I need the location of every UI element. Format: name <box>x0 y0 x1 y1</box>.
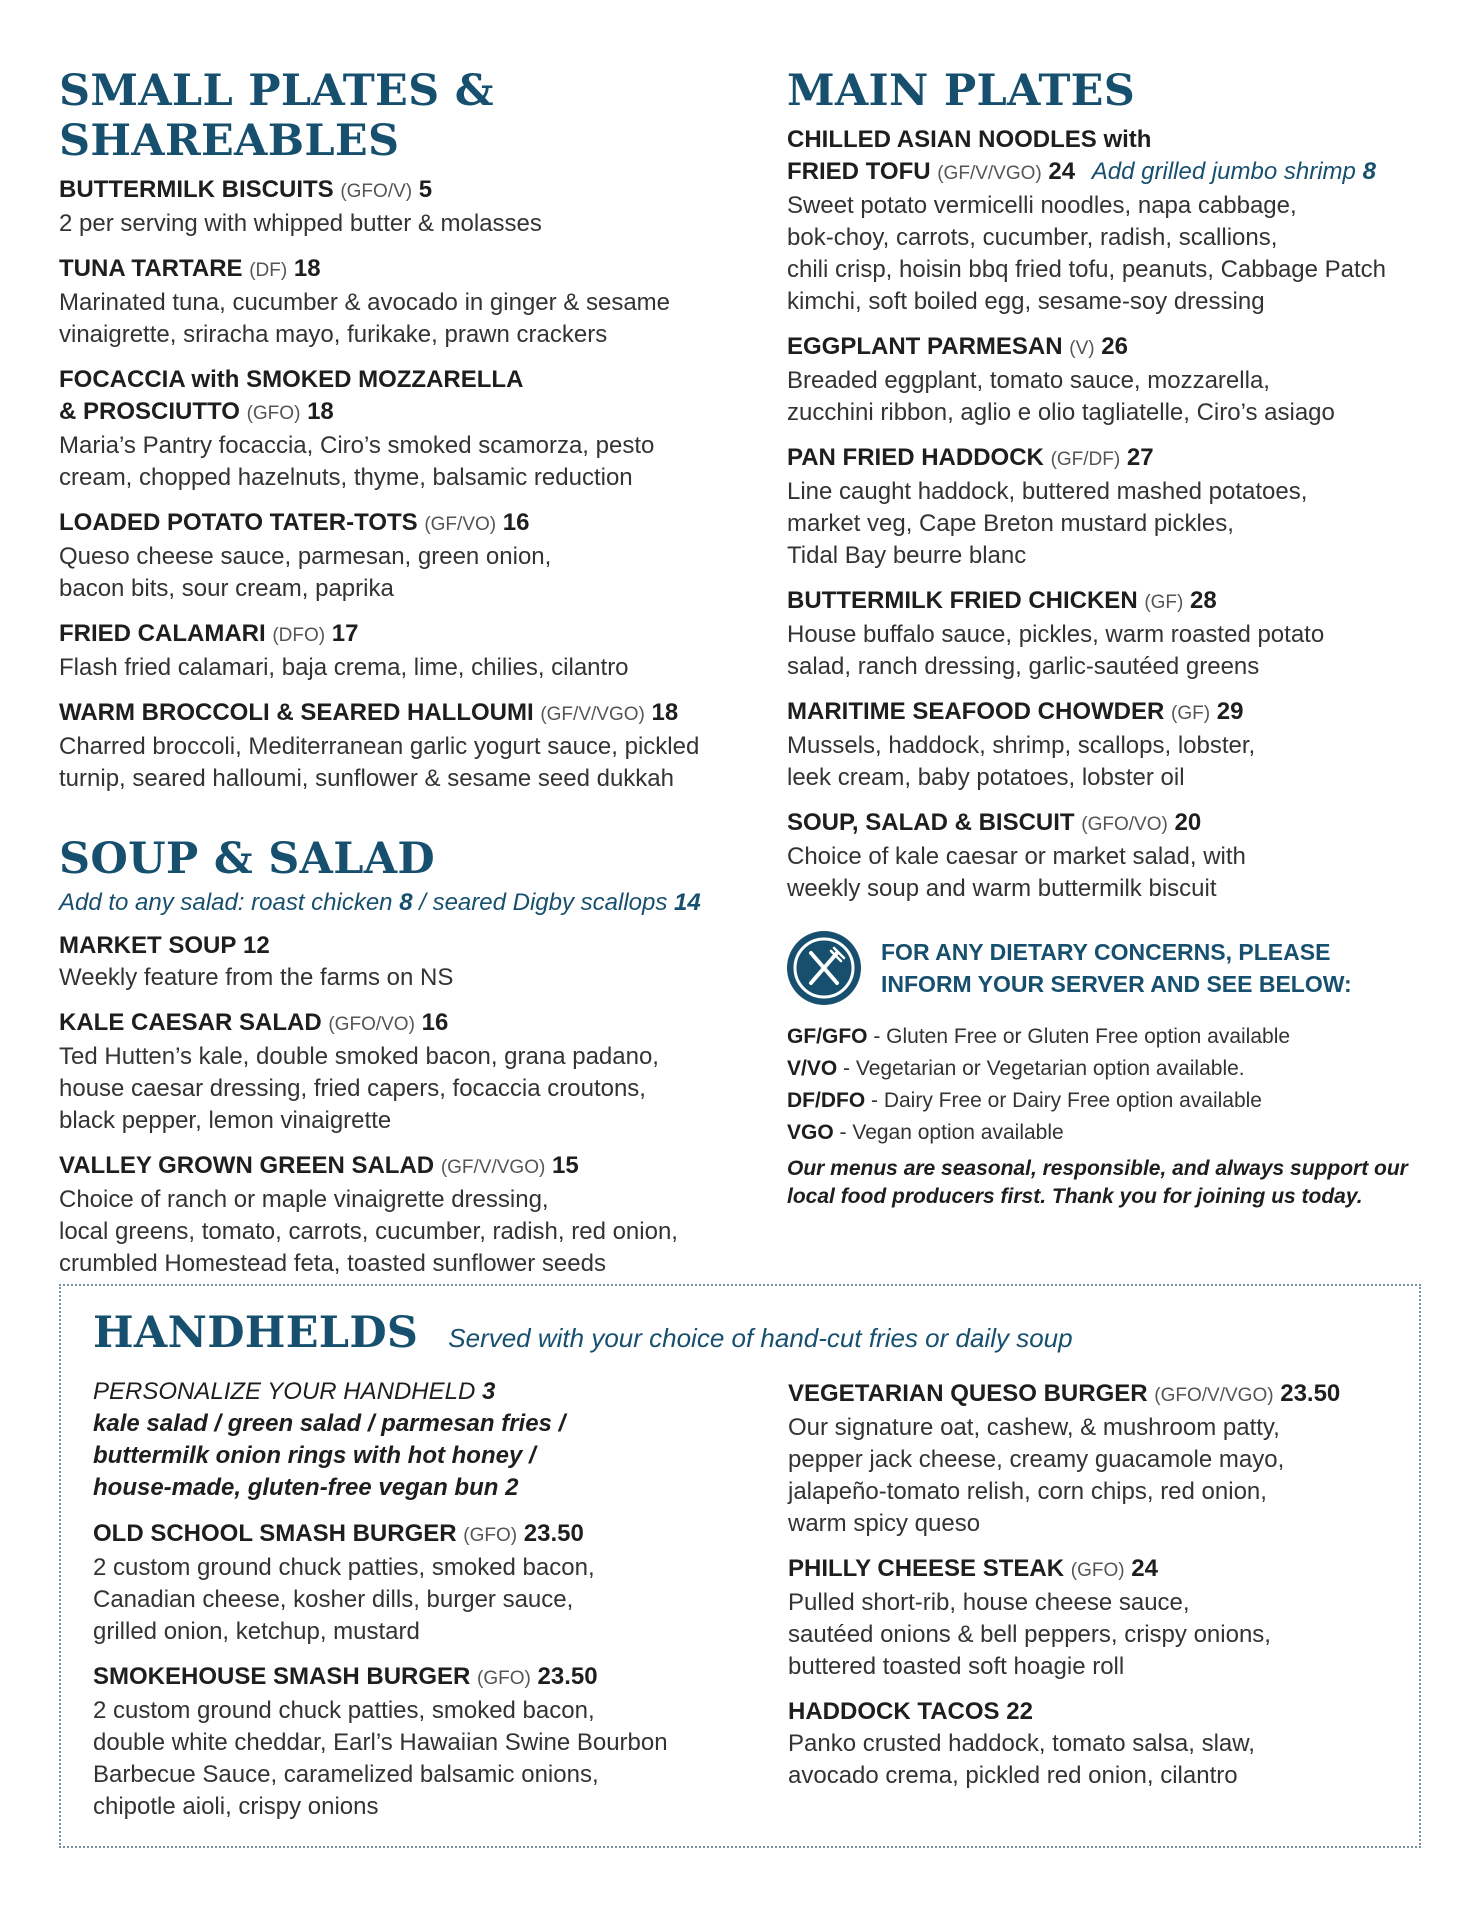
item-description: Charred broccoli, Mediterranean garlic yogurt sauce, pickled turnip, seared halloumi, sunflower & sesame seed dukkah <box>59 733 700 792</box>
legend-text: - Dairy Free or Dairy Free option available <box>865 1089 1262 1112</box>
item-description: Choice of kale caesar or market salad, with weekly soup and warm buttermilk biscuit <box>787 843 1246 902</box>
menu-item <box>788 1553 1388 1683</box>
menu-item <box>787 124 1447 318</box>
menu-item <box>59 1150 749 1280</box>
item-name: CHILLED ASIAN NOODLES with <box>787 126 1152 153</box>
handhelds-subtitle: Served with your choice of hand-cut fries or daily soup <box>448 1323 1073 1353</box>
handhelds-header <box>93 1308 1073 1358</box>
item-description: Flash fried calamari, baja crema, lime, chilies, cilantro <box>59 654 629 681</box>
item-description: Mussels, haddock, shrimp, scallops, lobster, leek cream, baby potatoes, lobster oil <box>787 732 1256 791</box>
item-name: FRIED TOFU <box>787 158 931 185</box>
menu-item <box>787 442 1447 572</box>
item-price: 17 <box>331 620 359 647</box>
handhelds-heading: HANDHELDS <box>93 1308 419 1358</box>
item-description: House buffalo sauce, pickles, warm roasted potato salad, ranch dressing, garlic-sautéed greens <box>787 621 1325 680</box>
legend-code: V/VO <box>787 1057 838 1080</box>
menu-item <box>787 696 1447 794</box>
item-price: 23.50 <box>523 1520 584 1547</box>
handhelds-section <box>59 1284 1421 1848</box>
personalize-options: PERSONALIZE YOUR HANDHELD 3 kale salad / green salad / parmesan fries / buttermilk onion rings with hot honey / house-made, gluten-free vegan bun 2 <box>93 1378 566 1501</box>
dietary-tag: (GFO/V/VGO) <box>1154 1385 1274 1406</box>
item-price: 22 <box>1006 1698 1033 1725</box>
dietary-tag: (GFO) <box>1070 1560 1125 1581</box>
dietary-tag: (V) <box>1069 338 1095 359</box>
menu-item <box>788 1378 1388 1540</box>
dietary-tag: (DF) <box>249 260 288 281</box>
menu-item <box>59 1007 749 1137</box>
item-price: 27 <box>1126 444 1154 471</box>
item-description: Queso cheese sauce, parmesan, green onion, bacon bits, sour cream, paprika <box>59 543 552 602</box>
dietary-tag: (GF/VO) <box>424 514 497 535</box>
item-description: Choice of ranch or maple vinaigrette dressing, local greens, tomato, carrots, cucumber, radish, red onion, crumbled Homestead feta, toasted sunflower seeds <box>59 1186 678 1277</box>
item-description: Weekly feature from the farms on NS <box>59 964 454 991</box>
closing-note: Our menus are seasonal, responsible, and always support our local food producers first. Thank you for joining us today. <box>787 1157 1408 1208</box>
item-name: VALLEY GROWN GREEN SALAD <box>59 1152 435 1179</box>
item-name: MARITIME SEAFOOD CHOWDER <box>787 698 1165 725</box>
item-price: 24 <box>1048 158 1076 185</box>
menu-item <box>59 174 749 240</box>
legend-code: DF/DFO <box>787 1089 866 1112</box>
item-name: VEGETARIAN QUESO BURGER <box>788 1380 1148 1407</box>
item-name: PHILLY CHEESE STEAK <box>788 1555 1065 1582</box>
item-price: 18 <box>651 699 679 726</box>
menu-item <box>787 331 1447 429</box>
item-name: BUTTERMILK FRIED CHICKEN <box>787 587 1138 614</box>
left-column <box>59 66 749 1293</box>
utensils-icon <box>787 931 861 1005</box>
dietary-tag: (GF/DF) <box>1050 449 1121 470</box>
item-name: KALE CAESAR SALAD <box>59 1009 322 1036</box>
dietary-tag: (GF/V/VGO) <box>937 163 1042 184</box>
soup-salad-heading: SOUP & SALAD <box>59 834 436 884</box>
legend-row <box>787 1117 1447 1149</box>
item-description: Our signature oat, cashew, & mushroom patty, pepper jack cheese, creamy guacamole mayo, jalapeño-tomato relish, corn chips, red onion, warm spicy queso <box>788 1414 1285 1537</box>
menu-item <box>93 1661 733 1823</box>
item-description: 2 custom ground chuck patties, smoked bacon, double white cheddar, Earl’s Hawaiian Swine Bourbon Barbecue Sauce, caramelized balsamic onions, chipotle aioli, crispy onions <box>93 1697 668 1820</box>
legend-row <box>787 1085 1447 1117</box>
handhelds-left-list <box>93 1518 733 1823</box>
dietary-tag: (GFO) <box>463 1525 518 1546</box>
item-name: SOUP, SALAD & BISCUIT <box>787 809 1075 836</box>
legend-row <box>787 1021 1447 1053</box>
menu-item <box>59 253 749 351</box>
item-price: 16 <box>502 509 530 536</box>
menu-item <box>93 1518 733 1648</box>
legend-text: - Vegetarian or Vegetarian option available. <box>837 1057 1245 1080</box>
item-price: 23.50 <box>537 1663 598 1690</box>
menu-item <box>59 364 749 494</box>
menu-item <box>59 507 749 605</box>
item-price: 29 <box>1216 698 1244 725</box>
dietary-tag: (DFO) <box>272 625 326 646</box>
item-description: Pulled short-rib, house cheese sauce, sautéed onions & bell peppers, crispy onions, buttered toasted soft hoagie roll <box>788 1589 1271 1680</box>
item-name: MARKET SOUP <box>59 932 237 959</box>
dietary-notice <box>787 931 1447 1005</box>
item-price: 26 <box>1101 333 1128 360</box>
item-description: Ted Hutten’s kale, double smoked bacon, grana padano, house caesar dressing, fried capers, focaccia croutons, black pepper, lemon vinaigrette <box>59 1043 659 1134</box>
item-price: 12 <box>243 932 270 959</box>
small-plates-heading: SMALL PLATES & SHAREABLES <box>59 66 494 166</box>
item-price: 16 <box>421 1009 449 1036</box>
item-description: Panko crusted haddock, tomato salsa, slaw, avocado crema, pickled red onion, cilantro <box>788 1730 1255 1789</box>
dietary-tag: (GF) <box>1171 703 1211 724</box>
item-name: LOADED POTATO TATER-TOTS <box>59 509 418 536</box>
item-name: HADDOCK TACOS <box>788 1698 1000 1725</box>
soup-salad-list <box>59 930 749 1280</box>
item-price: 15 <box>551 1152 579 1179</box>
item-price: 20 <box>1174 809 1202 836</box>
main-plates-list <box>787 331 1447 905</box>
dietary-tag: (GFO/VO) <box>1081 814 1168 835</box>
dietary-tag: (GFO/V) <box>340 181 413 202</box>
item-name: EGGPLANT PARMESAN <box>787 333 1063 360</box>
item-name: OLD SCHOOL SMASH BURGER <box>93 1520 457 1547</box>
item-name: PAN FRIED HADDOCK <box>787 444 1044 471</box>
item-name: FOCACCIA with SMOKED MOZZARELLA & PROSCIUTTO <box>59 366 524 425</box>
small-plates-list <box>59 174 749 795</box>
dietary-tag: (GF/V/VGO) <box>440 1157 546 1178</box>
handhelds-left-column <box>93 1376 733 1836</box>
menu-item <box>788 1696 1388 1792</box>
legend-text: - Vegan option available <box>833 1121 1064 1144</box>
menu-item <box>59 618 749 684</box>
legend-code: VGO <box>787 1121 834 1144</box>
legend-text: - Gluten Free or Gluten Free option available <box>867 1025 1291 1048</box>
dietary-tag: (GF/V/VGO) <box>540 704 645 725</box>
menu-item <box>787 807 1447 905</box>
dietary-tag: (GF) <box>1144 592 1184 613</box>
menu-item <box>59 930 749 994</box>
dietary-legend <box>787 1021 1447 1149</box>
item-price: 28 <box>1190 587 1217 614</box>
item-price: 18 <box>307 398 334 425</box>
main-plates-heading: MAIN PLATES <box>787 66 1136 116</box>
item-price: 5 <box>418 176 433 203</box>
dietary-tag: (GFO) <box>246 403 301 424</box>
item-price: 24 <box>1131 1555 1158 1582</box>
menu-item <box>787 585 1447 683</box>
salad-addon-note: Add to any salad: roast chicken 8 / seared Digby scallops 14 <box>59 889 701 916</box>
dietary-tag: (GFO) <box>477 1668 531 1689</box>
item-name: WARM BROCCOLI & SEARED HALLOUMI <box>59 699 534 726</box>
item-price: 23.50 <box>1280 1380 1341 1407</box>
item-description: Breaded eggplant, tomato sauce, mozzarella, zucchini ribbon, aglio e olio tagliatelle, Ciro’s asiago <box>787 367 1335 426</box>
item-description: Marinated tuna, cucumber & avocado in ginger & sesame vinaigrette, sriracha mayo, furikake, prawn crackers <box>59 289 671 348</box>
handhelds-right-column <box>788 1378 1388 1805</box>
right-column <box>787 66 1447 1211</box>
dietary-notice-text: FOR ANY DIETARY CONCERNS, PLEASE INFORM YOUR SERVER AND SEE BELOW: <box>881 939 1352 997</box>
item-price: 18 <box>293 255 321 282</box>
handhelds-right-list <box>788 1378 1388 1792</box>
legend-row <box>787 1053 1447 1085</box>
item-name: TUNA TARTARE <box>59 255 243 282</box>
addon-note: Add grilled jumbo shrimp 8 <box>1091 158 1376 185</box>
item-description: Maria’s Pantry focaccia, Ciro’s smoked scamorza, pesto cream, chopped hazelnuts, thyme, balsamic reduction <box>59 432 655 491</box>
menu-item <box>59 697 749 795</box>
item-name: BUTTERMILK BISCUITS <box>59 176 334 203</box>
item-description: Sweet potato vermicelli noodles, napa cabbage, bok-choy, carrots, cucumber, radish, scallions, chili crisp, hoisin bbq fried tofu, peanuts, Cabbage Patch kimchi, soft boiled egg, sesame-soy dressing <box>787 192 1387 315</box>
item-name: FRIED CALAMARI <box>59 620 266 647</box>
item-description: 2 custom ground chuck patties, smoked bacon, Canadian cheese, kosher dills, burger sauce, grilled onion, ketchup, mustard <box>93 1554 595 1645</box>
legend-code: GF/GFO <box>787 1025 868 1048</box>
dietary-tag: (GFO/VO) <box>328 1014 415 1035</box>
item-description: 2 per serving with whipped butter & molasses <box>59 210 542 237</box>
item-description: Line caught haddock, buttered mashed potatoes, market veg, Cape Breton mustard pickles, Tidal Bay beurre blanc <box>787 478 1308 569</box>
item-name: SMOKEHOUSE SMASH BURGER <box>93 1663 471 1690</box>
